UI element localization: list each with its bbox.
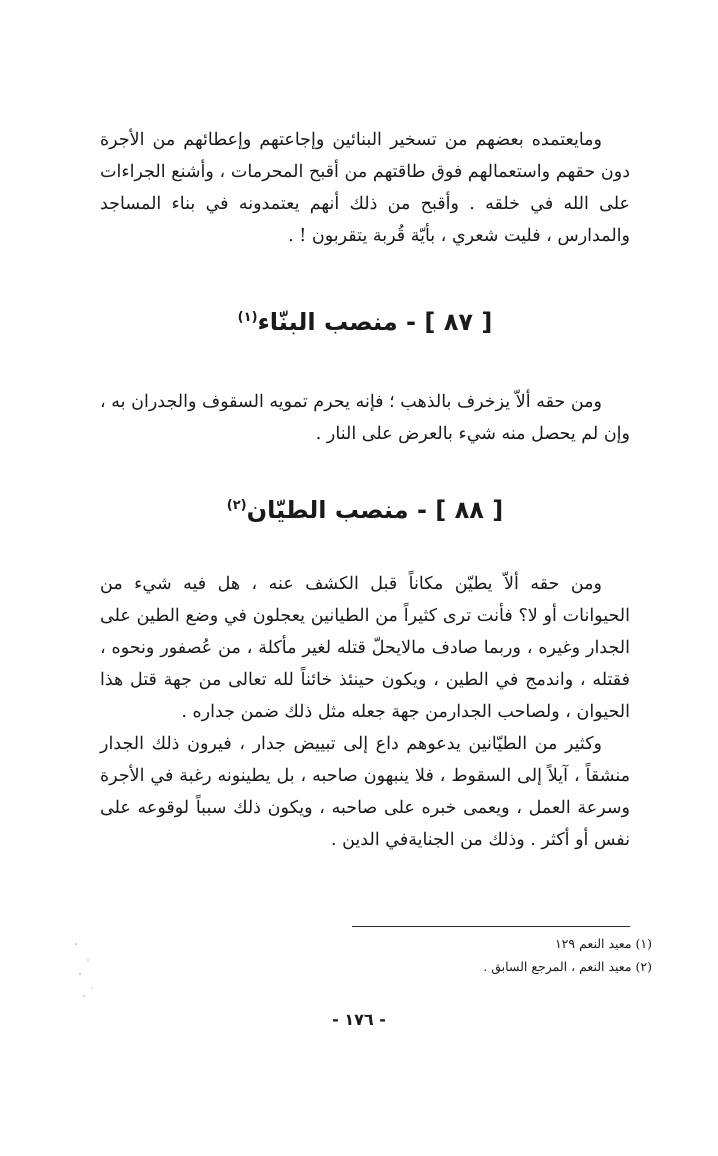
section-87-paragraph: ومن حقه ألاّ يزخرف بالذهب ؛ فإنه يحرم تمويه السقوف والجدران به ، وإن لم يحصل منه شيء بالعرض على النار . [100,392,630,444]
section-88-heading [100,490,630,530]
section-88-block [100,568,630,856]
section-88-paragraph-2: وكثير من الطيّانين يدعوهم داع إلى تبييض جدار ، فيرون ذلك الجدار منشقاً ، آيلاً إلى السقوط ، فلا ينبهون صاحبه ، بل يطينونه رغبة في الأجرة وسرعة العمل ، ويعمى خبره على صاحبه ، ويكون ذلك سبباً لوقوعه على نفس أو أكثر . وذلك من الجنايةفي الدين . [100,734,630,850]
footnote-mark-2: (٢) [226,498,247,513]
section-88-paragraph-1: ومن حقه ألاّ يطيّن مكاناً قبل الكشف عنه ، هل فيه شيء من الحيوانات أو لا؟ فأنت ترى كثيراً من الطيانين يعجلون في وضع الطين على الجدار وغيره ، وربما صادف مالايحلّ قتله لغير مأكلة ، من عُصفور ونحوه ، فقتله ، واندمج في الطين ، ويكون حينئذ خائناً لله تعالى من جهة قتل هذا الحيوان ، ولصاحب الجدارمن جهة جعله مثل ذلك ضمن جداره . [100,574,630,722]
footnote-divider [352,926,630,927]
section-88-title: [ ٨٨ ] - منصب الطيّان [246,496,504,524]
page-number: - ١٧٦ - [332,1010,386,1029]
footnote-2: (٢) معيد النعم ، المرجع السابق . [483,959,652,974]
section-87-title: [ ٨٧ ] - منصب البنّاء [257,308,493,336]
footnote-mark-1: (١) [237,310,258,325]
footnotes [352,932,652,978]
section-87-heading [100,302,630,342]
intro-paragraph: ومايعتمده بعضهم من تسخير البنائين وإجاعتهم وإعطائهم من الأجرة دون حقهم واستعمالهم فوق طاقتهم من أقبح المحرمات ، وأشنع الجراءات على الله في خلقه . وأقبح من ذلك أنهم يعتمدونه في بناء المساجد والمدارس ، فليت شعري ، بأيّة قُربة يتقربون ! . [100,130,630,246]
scan-specks [70,940,100,1000]
intro-block [100,124,630,252]
section-87-block [100,386,630,450]
footnote-1: (١) معيد النعم ١٢٩ [554,936,652,951]
